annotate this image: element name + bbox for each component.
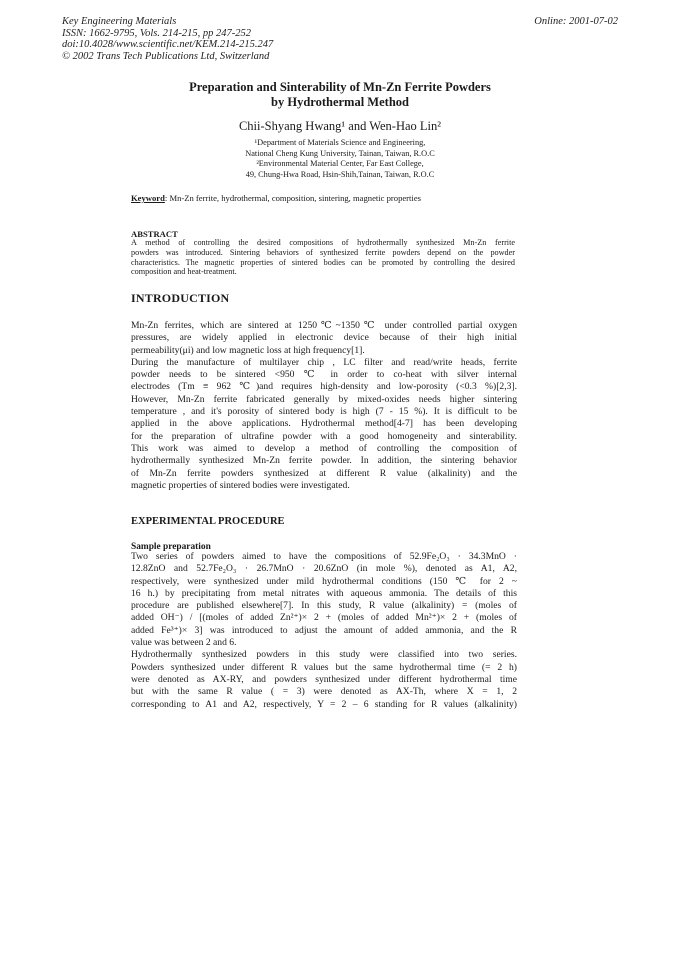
journal-name: Key Engineering Materials bbox=[62, 16, 177, 27]
intro-line: However, Mn-Zn ferrite fabricated generally by mixed-oxides needs higher sintering bbox=[131, 393, 517, 405]
prep-line: Powders synthesized under different R values but the same hydrothermal time (= 2 h) bbox=[131, 661, 517, 673]
intro-line: temperature , and it's porosity of sintered body is high (7 - 15 %). It is difficult to be bbox=[131, 406, 517, 418]
intro-line: hydrothermally synthesized Mn-Zn ferrite powder. In addition, the sintering behavior bbox=[131, 455, 517, 467]
prep-line: added Fe³⁺)× 3] was introduced to adjust the amount of added ammonia, and the R bbox=[131, 624, 517, 636]
prep-line: value was between 2 and 6. bbox=[131, 637, 237, 649]
intro-line: applied in the above applications. Hydrothermal method[4-7] has been developing bbox=[131, 418, 517, 430]
affiliation-line: ²Environmental Material Center, Far East College, bbox=[256, 159, 424, 169]
issn-line: ISSN: 1662-9795, Vols. 214-215, pp 247-252 bbox=[62, 27, 251, 39]
affiliation-line: ¹Department of Materials Science and Engineering, bbox=[254, 138, 426, 147]
intro-line: powder needs to be sintered <950 ℃ in order to co-heat with silver internal bbox=[131, 369, 517, 381]
keyword-label: Keyword bbox=[131, 193, 165, 203]
intro-line: electrodes (Tm ≡ 962 ℃)and requires high-density and low-porosity (<0.3 %)[2,3]. bbox=[131, 381, 517, 393]
affiliations bbox=[130, 138, 550, 180]
prep-line: procedure are published elsewhere[7]. In this study, R value (alkalinity) = (moles of bbox=[131, 600, 517, 612]
intro-line: pressures, are widely applied in electronic device because of their high initial bbox=[131, 332, 517, 344]
authors: Chii-Shyang Hwang¹ and Wen-Hao Lin² bbox=[238, 119, 442, 133]
introduction-heading: INTRODUCTION bbox=[131, 291, 230, 305]
abstract-line: composition and heat-treatment. bbox=[131, 267, 237, 277]
prep-line: Hydrothermally synthesized powders in this study were classified into two series. bbox=[131, 649, 517, 661]
intro-line: This work was aimed to develop a method of controlling the composition of bbox=[131, 442, 517, 454]
keyword-text: : Mn-Zn ferrite, hydrothermal, composition, sintering, magnetic properties bbox=[164, 193, 421, 203]
sample-preparation-body bbox=[131, 551, 517, 711]
online-date: Online: 2001-07-02 bbox=[534, 16, 618, 27]
abstract-line: A method of controlling the desired compositions of hydrothermally synthesized Mn-Zn ferrite bbox=[131, 238, 515, 247]
intro-line: permeability(μi) and low magnetic loss at high frequency[1]. bbox=[131, 344, 365, 356]
abstract-body bbox=[131, 238, 515, 277]
intro-line: During the manufacture of multilayer chip , LC filter and read/write heads, ferrite bbox=[131, 356, 517, 368]
prep-line: respectively, were synthesized under mild hydrothermal conditions (150 ℃ for 2 ~ bbox=[131, 575, 517, 587]
title-line-1: Preparation and Sinterability of Mn-Zn Ferrite Powders bbox=[189, 80, 491, 94]
sample-preparation-subheading: Sample preparation bbox=[131, 542, 211, 552]
copyright-line: © 2002 Trans Tech Publications Ltd, Switzerland bbox=[62, 50, 270, 62]
prep-line: corresponding to A1 and A2, respectively, Y = 2 – 6 standing for R values (alkalinity) bbox=[131, 698, 517, 710]
affiliation-line: 49, Chung-Hwa Road, Hsin-Shih,Tainan, Taiwan, R.O.C bbox=[245, 169, 435, 179]
title-line-2: by Hydrothermal Method bbox=[271, 95, 409, 109]
prep-line: but with the same R value ( = 3) were denoted as AX-Th, where X = 1, 2 bbox=[131, 686, 517, 698]
intro-line: magnetic properties of sintered bodies were investigated. bbox=[131, 479, 350, 491]
intro-line: for the preparation of ultrafine powder with a good homogeneity and sinterability. bbox=[131, 430, 517, 442]
abstract-line: characteristics. The magnetic properties of sintered bodies can be promoted by controlling the desired bbox=[131, 257, 515, 267]
experimental-heading: EXPERIMENTAL PROCEDURE bbox=[131, 516, 285, 527]
paper-title bbox=[130, 80, 550, 110]
keywords bbox=[131, 193, 421, 203]
prep-line: 12.8ZnO and 52.7Fe₂O₃ · 26.7MnO · 20.6ZnO (in mole %), denoted as A1, A2, bbox=[131, 563, 517, 575]
abstract-heading: ABSTRACT bbox=[131, 229, 178, 239]
prep-line: Two series of powders aimed to have the compositions of 52.9Fe₂O₃ · 34.3MnO · bbox=[131, 551, 517, 562]
journal-metadata bbox=[62, 16, 273, 62]
introduction-body bbox=[131, 320, 517, 492]
prep-line: were denoted as AX-RY, and powders synthesized under different hydrothermal time bbox=[131, 673, 517, 685]
intro-line: of Mn-Zn ferrite powders synthesized at different R value (alkalinity) and the bbox=[131, 467, 517, 479]
prep-line: 16 h.) by precipitating from metal nitrates with aqueous ammonia. The details of this bbox=[131, 587, 517, 599]
intro-line: Mn-Zn ferrites, which are sintered at 1250℃~1350℃ under controlled partial oxygen bbox=[131, 320, 517, 331]
doi-line: doi:10.4028/www.scientific.net/KEM.214-215.247 bbox=[62, 39, 274, 50]
prep-line: added OH⁻) / [(moles of added Zn²⁺)× 2 + (moles of added Mn²⁺)× 2 + (moles of bbox=[131, 612, 517, 624]
abstract-line: powders was introduced. Sintering behaviors of synthesized ferrite powders depend on the powder bbox=[131, 247, 515, 257]
affiliation-line: National Cheng Kung University, Tainan, Taiwan, R.O.C bbox=[245, 148, 435, 158]
